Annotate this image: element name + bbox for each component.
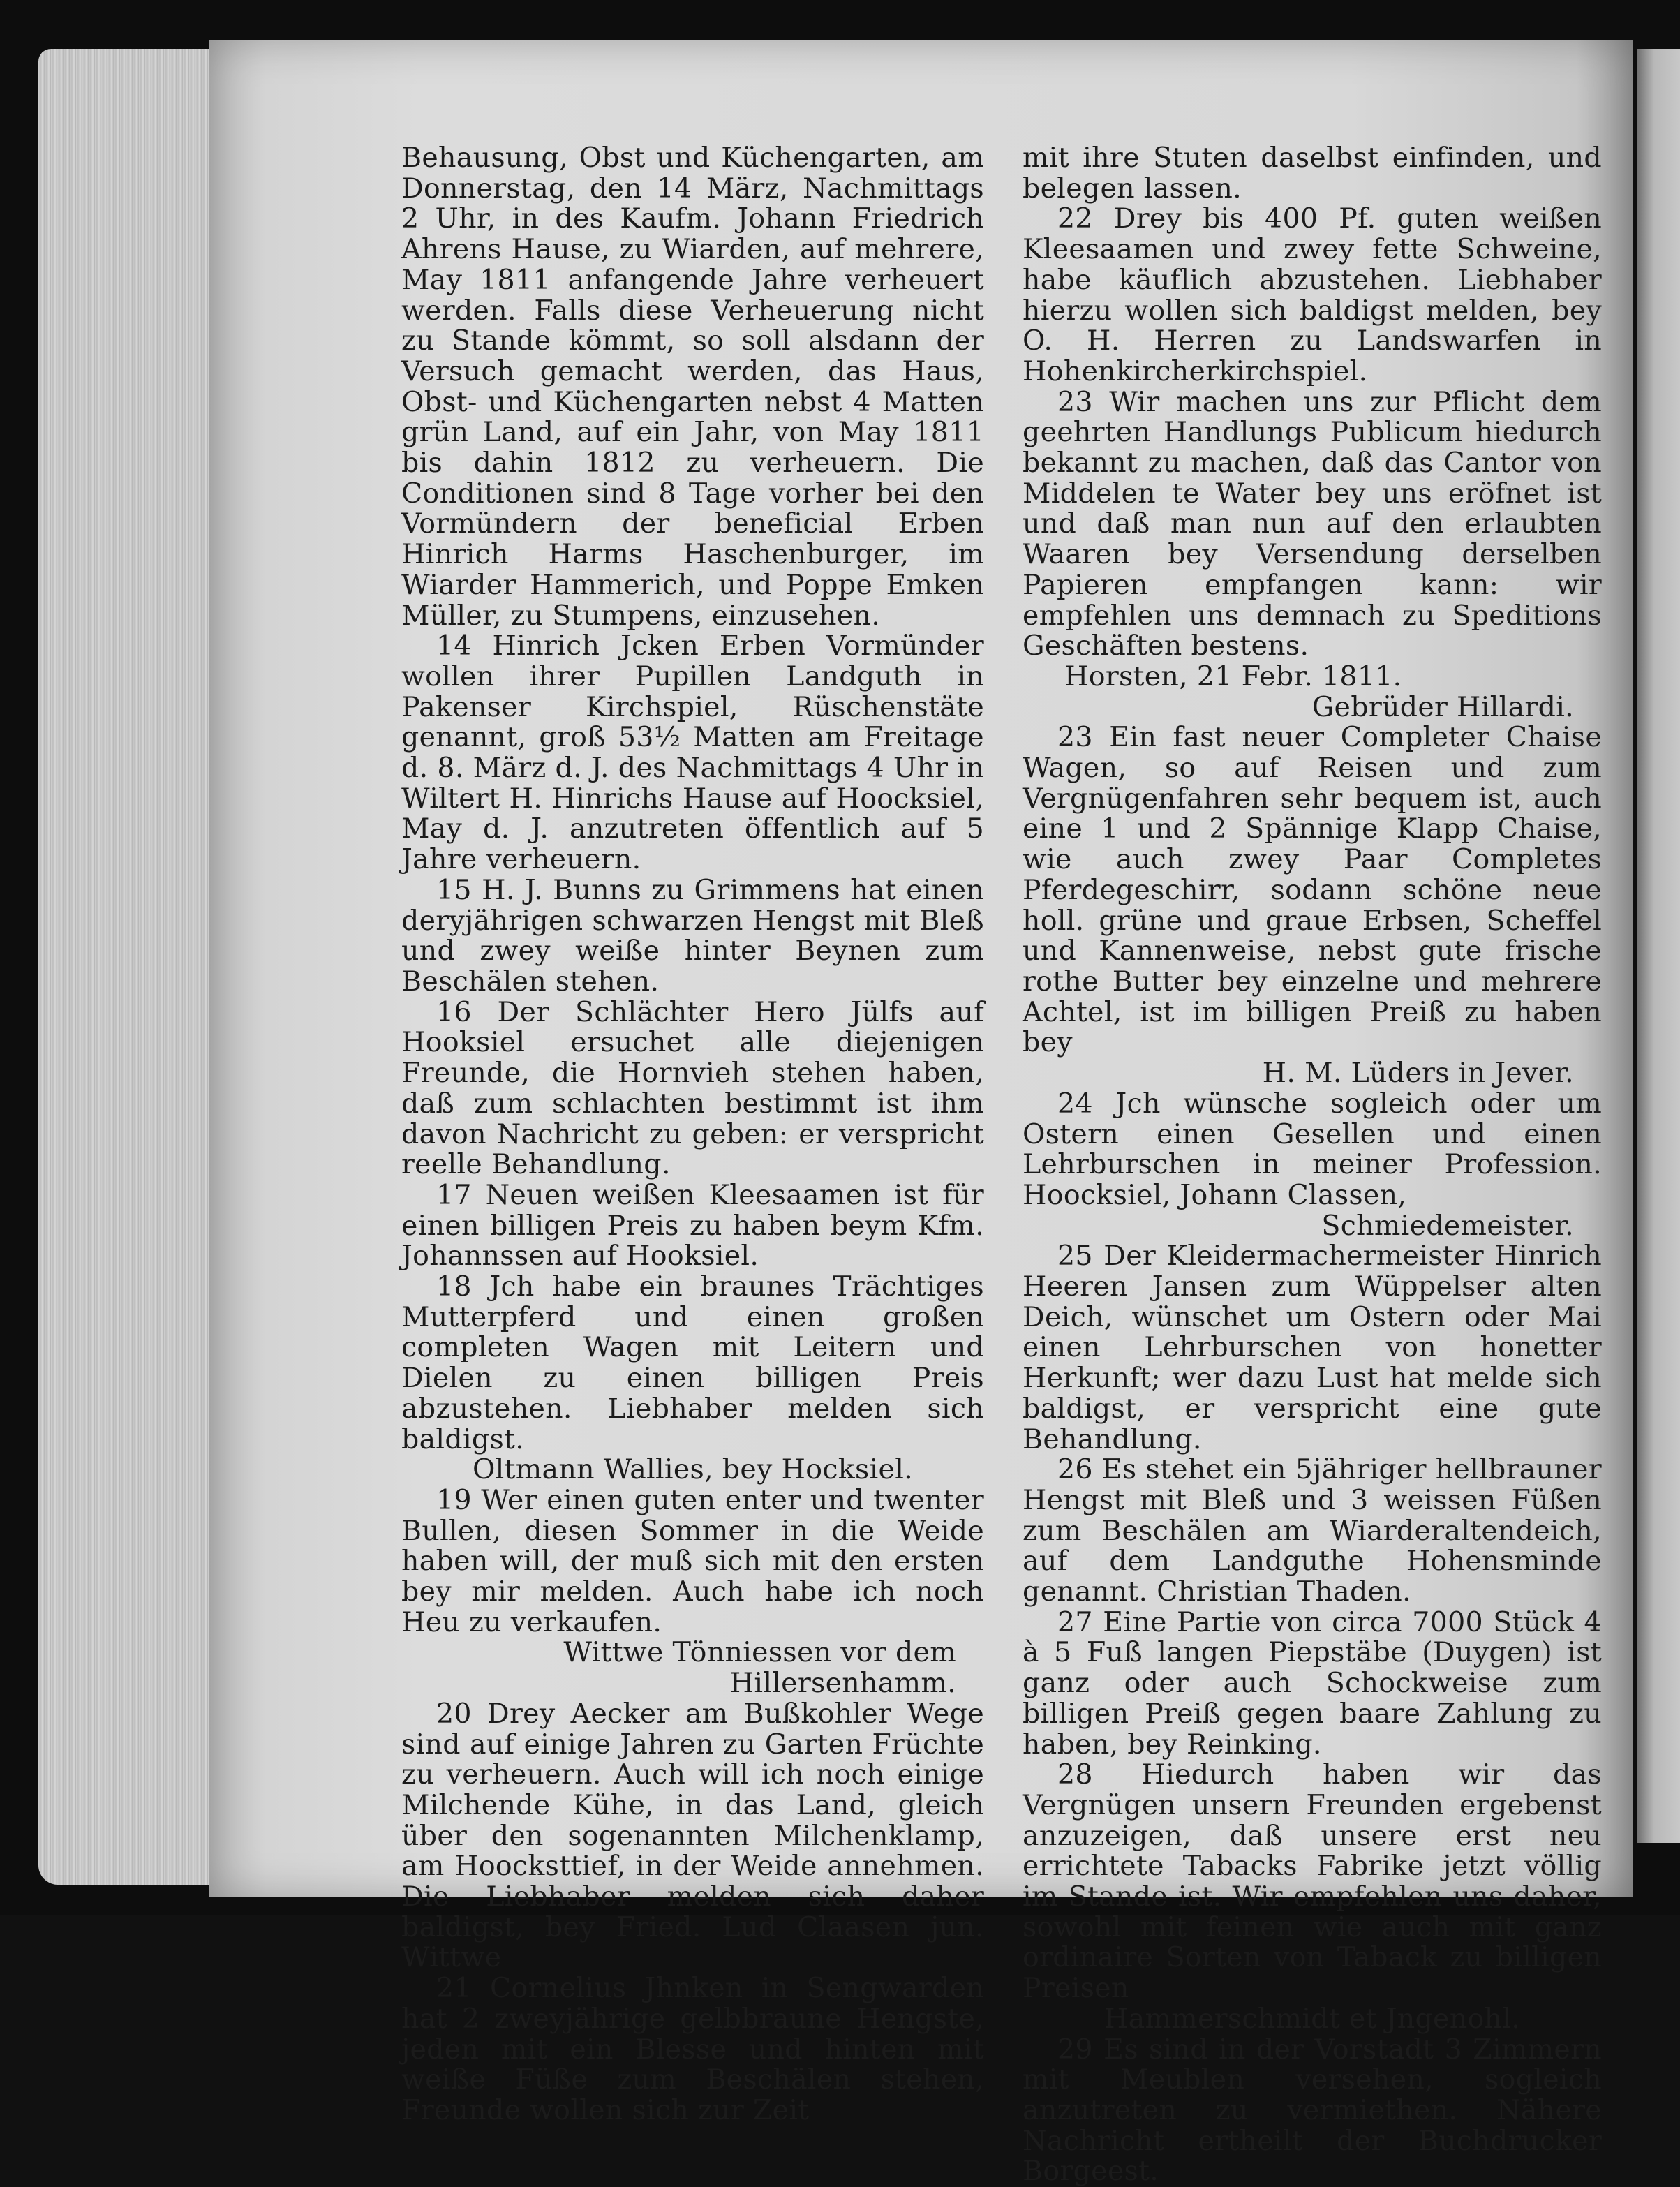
notice-19: 19 Wer einen guten enter und twenter Bullen, diesen Sommer in die Weide haben will, der muß sich mit den ersten bey mir melden. Auch habe ich noch Heu zu verkaufen. bbox=[401, 1483, 984, 1638]
notice-28: 28 Hiedurch haben wir das Vergnügen unsern Freunden ergebenst anzuzeigen, daß unsere erst neu errichtete Tabacks Fabrike jetzt völlig im Stande ist. Wir empfehlen uns daher, sowohl mit feinen wie auch mit ganz ordinaire Sorten von Taback zu billigen Preisen bbox=[1023, 1758, 1602, 2005]
notice-17: 17 Neuen weißen Kleesaamen ist für einen billigen Preis zu haben beym Kfm. Johannssen auf Hooksiel. bbox=[401, 1178, 984, 1273]
notice-20: 20 Drey Aecker am Bußkohler Wege sind auf einige Jahren zu Garten Früchte zu verheuern. Auch will ich noch einige Milchende Kühe, in das Land, gleich über den sogenannten Milchenklamp, am Hoocksttief, in der Weide annehmen. Die Liebhaber melden sich daher baldigst, bey Fried. Lud Claasen jun. Wittwe bbox=[401, 1697, 984, 1974]
notice-24: 24 Jch wünsche sogleich oder um Ostern einen Gesellen und einen Lehrburschen in meiner Profession. Hoocksiel, Johann Classen, bbox=[1023, 1087, 1602, 1211]
book-fore-edge bbox=[38, 49, 213, 1885]
notice-26: 26 Es stehet ein 5jähriger hellbrauner Hengst mit Bleß und 3 weissen Füßen zum Beschälen am Wiarderaltendeich, auf dem Landguthe Hohensminde genannt. Christian Thaden. bbox=[1023, 1453, 1602, 1608]
notice-27: 27 Eine Partie von circa 7000 Stück 4 à 5 Fuß langen Piepstäbe (Duygen) ist ganz oder auch Schockweise zum billigen Preiß gegen baare Zahlung zu haben, bey Reinking. bbox=[1023, 1606, 1602, 1760]
left-column bbox=[401, 143, 984, 2126]
notice-25: 25 Der Kleidermachermeister Hinrich Heeren Jansen zum Wüppelser alten Deich, wünschet um Ostern oder Mai einen Lehrburschen von honetter Herkunft; wer dazu Lust hat melde sich baldigst, er verspricht eine gute Behandlung. bbox=[1023, 1240, 1602, 1455]
notice-16: 16 Der Schlächter Hero Jülfs auf Hooksiel ersuchet alle diejenigen Freunde, die Hornvieh stehen haben, daß zum schlachten bestimmt ist ihm davon Nachricht zu geben: er verspricht reelle Behandlung. bbox=[401, 995, 984, 1181]
notice-22: 22 Drey bis 400 Pf. guten weißen Kleesaamen und zwey fette Schweine, habe käuflich abzustehen. Liebhaber hierzu wollen sich baldigst melden, bey O. H. Herren zu Landswarfen in Hohenkircherkirchspiel. bbox=[1023, 202, 1602, 387]
right-continuation-paragraph: mit ihre Stuten daselbst einfinden, und belegen lassen. bbox=[1023, 142, 1602, 205]
notice-29: 29 Es sind in der Vorstadt 3 Zimmern mit Meublen versehen, sogleich anzutreten zu vermiethen. Nähere Nachricht ertheilt der Buchdrucker Borgeest. bbox=[1023, 2033, 1602, 2187]
facing-page-edge bbox=[1637, 49, 1680, 1843]
dateline-notice-23a: Horsten, 21 Febr. 1811. bbox=[1064, 660, 1402, 692]
notice-18: 18 Jch habe ein braunes Trächtiges Mutterpferd und einen großen completen Wagen mit Leitern und Dielen zu einen billigen Preis abzustehen. Liebhaber melden sich baldigst. bbox=[401, 1270, 984, 1455]
notice-15: 15 H. J. Bunns zu Grimmens hat einen deryjährigen schwarzen Hengst mit Bleß und zwey weiße hinter Beynen zum Beschälen stehen. bbox=[401, 873, 984, 998]
signature-notice-18: Oltmann Wallies, bey Hocksiel. bbox=[473, 1453, 913, 1486]
right-column bbox=[1023, 143, 1602, 2187]
signature-notice-23b: H. M. Lüders in Jever. bbox=[1262, 1057, 1574, 1090]
signature-notice-24: Schmiedemeister. bbox=[1321, 1209, 1574, 1242]
left-continuation-paragraph: Behausung, Obst und Küchengarten, am Donnerstag, den 14 März, Nachmittags 2 Uhr, in des Kaufm. Johann Friedrich Ahrens Hause, zu Wiarden, auf mehrere, May 1811 anfangende Jahre verheuert werden. Falls diese Verheuerung nicht zu Stande kömmt, so soll alsdann der Versuch gemacht werden, das Haus, Obst- und Küchengarten nebst 4 Matten grün Land, auf ein Jahr, von May 1811 bis dahin 1812 zu verheuern. Die Conditionen sind 8 Tage vorher bei den Vormündern der beneficial Erben Hinrich Harms Haschenburger, im Wiarder Hammerich, und Poppe Emken Müller, zu Stumpens, einzusehen. bbox=[401, 142, 984, 632]
notice-23b: 23 Ein fast neuer Completer Chaise Wagen, so auf Reisen und zum Vergnügenfahren sehr bequem ist, auch eine 1 und 2 Spännige Klapp Chaise, wie auch zwey Paar Completes Pferdegeschirr, sodann schöne neue holl. grüne und graue Erbsen, Scheffel und Kannenweise, nebst gute frische rothe Butter bey einzelne und mehrere Achtel, ist im billigen Preiß zu haben bey bbox=[1023, 721, 1602, 1059]
notice-14: 14 Hinrich Jcken Erben Vormünder wollen ihrer Pupillen Landguth in Pakenser Kirchspiel, Rüschenstäte genannt, groß 53½ Matten am Freitage d. 8. März d. J. des Nachmittags 4 Uhr in Wiltert H. Hinrichs Hause auf Hoocksiel, May d. J. anzutreten öffentlich auf 5 Jahre verheuern. bbox=[401, 630, 984, 876]
signature-notice-19: Wittwe Tönniessen vor dem Hillersenhamm. bbox=[563, 1636, 956, 1700]
signature-notice-23a: Gebrüder Hillardi. bbox=[1311, 690, 1574, 723]
signature-notice-28: Hammerschmidt et Jngenohl. bbox=[1103, 2002, 1521, 2035]
notice-23a: 23 Wir machen uns zur Pflicht dem geehrten Handlungs Publicum hiedurch bekannt zu machen, daß das Cantor von Middelen te Water bey uns eröfnet ist und daß man nun auf den erlaubten Waaren bey Versendung derselben Papieren empfangen kann: wir empfehlen uns demnach zu Speditions Geschäften bestens. bbox=[1023, 385, 1602, 662]
notice-21: 21 Cornelius Jhnken in Sengwarden hat 2 zweyjährige gelbbraune Hengste, jeden mit ein Blesse und hinten mit weiße Füße zum Beschälen stehen, Freunde wollen sich zur Zeit bbox=[401, 1972, 984, 2126]
